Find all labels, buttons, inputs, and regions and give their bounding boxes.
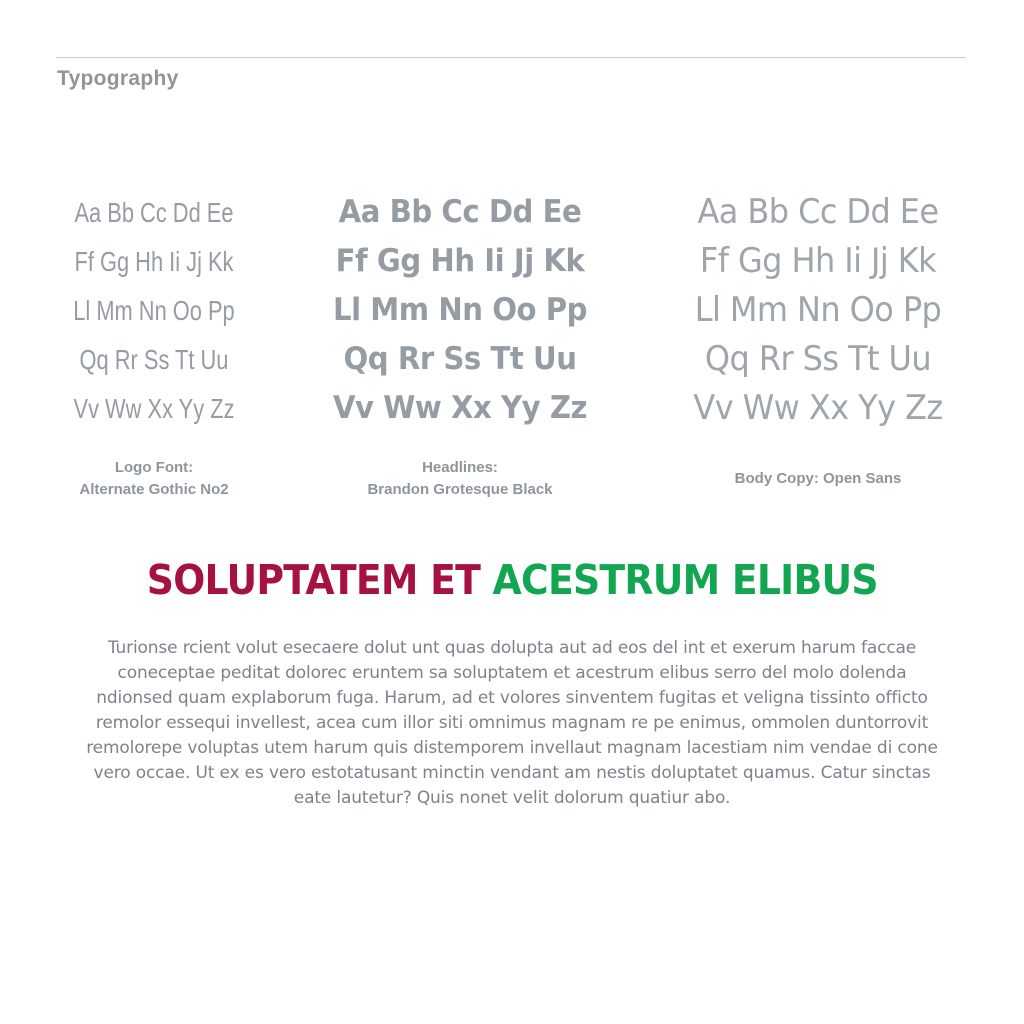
headline-part-1: SOLUPTATEM ET [146,556,480,604]
sample-body-copy: Turionse rcient volut esecaere dolut unt quas dolupta aut ad eos del int et exerum harum faccae coneceptae peditat dolorec eruntem sa soluptatem et acestrum elibus serro del molo dolenda ndionsed quam explaborum fuga. Harum, ad et volores sinventem fugitas et veligna tissinto officto remolor essequi invellest, acea cum illor siti omnimus magnam re pe enimus, ommolen duntorrovit remolorepe voluptas utem harum quis distemporem invellaut magnam lacestiam nim vendae di cone vero occae. Ut ex es vero estotatusant minctin vendant am nestis doluptatet quamus. Catur sinctas eate lautetur? Quis nonet velit dolorum quatiur abo. [86,638,938,808]
specimen-row: Aa Bb Cc Dd Ee [697,192,939,232]
headline-font-caption [300,457,620,501]
specimen-row: Ff Gg Hh Ii Jj Kk [699,241,937,281]
caption-font-name: Brandon Grotesque Black [367,481,553,498]
specimen-row: Aa Bb Cc Dd Ee [338,194,582,230]
specimen-row: Qq Rr Ss Tt Uu [704,339,932,379]
headline-part-2: ACESTRUM ELIBUS [492,556,878,604]
caption-label: Body Copy: Open Sans [734,470,902,487]
logo-font-caption [40,457,268,501]
specimen-row: Vv Ww Xx Yy Zz [693,388,943,428]
specimen-row: Ll Mm Nn Oo Pp [694,290,942,330]
caption-label: Logo Font: [114,459,194,476]
section-title: Typography [57,67,179,90]
specimen-row: Ll Mm Nn Oo Pp [73,295,235,326]
specimen-row: Qq Rr Ss Tt Uu [79,344,229,375]
logo-font-specimen [65,188,243,433]
specimen-row: Ll Mm Nn Oo Pp [332,292,588,328]
body-font-caption [648,468,988,490]
caption-label: Headlines: [422,459,498,476]
specimen-row: Ff Gg Hh Ii Jj Kk [335,243,585,279]
specimen-row: Vv Ww Xx Yy Zz [73,393,235,424]
specimen-row: Aa Bb Cc Dd Ee [74,197,234,228]
caption-font-name: Alternate Gothic No2 [79,481,229,498]
headline-font-specimen [310,188,611,433]
specimen-row: Vv Ww Xx Yy Zz [332,390,588,426]
body-font-specimen [658,188,978,433]
specimen-row: Ff Gg Hh Ii Jj Kk [74,246,234,277]
specimen-row: Qq Rr Ss Tt Uu [343,341,577,377]
sample-headline [0,556,1024,604]
top-divider [56,57,966,58]
